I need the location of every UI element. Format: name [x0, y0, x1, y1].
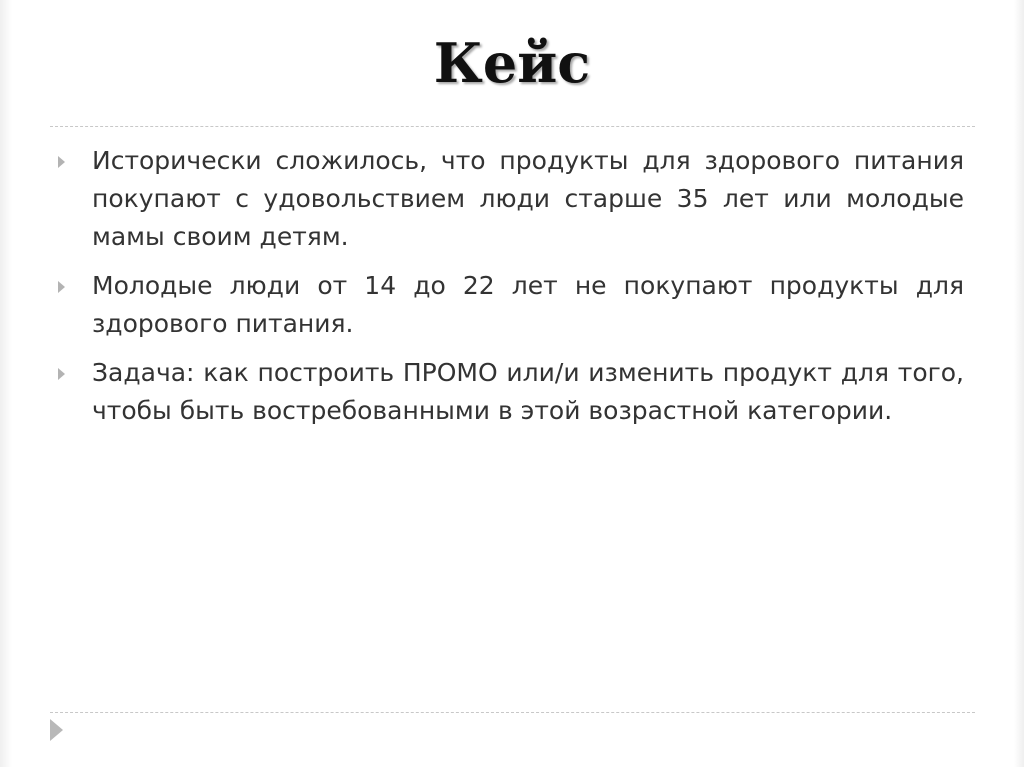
bullet-list — [58, 142, 964, 441]
bullet-text: Молодые люди от 14 до 22 лет не покупают продукты для здорового питания. — [92, 271, 964, 338]
bullet-item — [58, 142, 964, 256]
triangle-right-icon — [58, 368, 65, 380]
bullet-item — [58, 267, 964, 343]
slide-left-edge — [0, 0, 12, 767]
bullet-text: Задача: как построить ПРОМО или/и изменить продукт для того, чтобы быть востребованными в этой возрастной категории. — [92, 358, 964, 425]
triangle-right-icon — [58, 156, 65, 168]
footer-divider — [50, 712, 975, 713]
slide-right-edge — [1014, 0, 1024, 767]
slide-title: Кейс — [433, 31, 591, 95]
triangle-right-icon — [58, 281, 65, 293]
title-divider — [50, 126, 975, 127]
play-triangle-icon[interactable] — [50, 719, 63, 741]
bullet-item — [58, 354, 964, 430]
bullet-text: Исторически сложилось, что продукты для здорового питания покупают с удовольствием люди старше 35 лет или молодые мамы своим детям. — [92, 146, 964, 251]
